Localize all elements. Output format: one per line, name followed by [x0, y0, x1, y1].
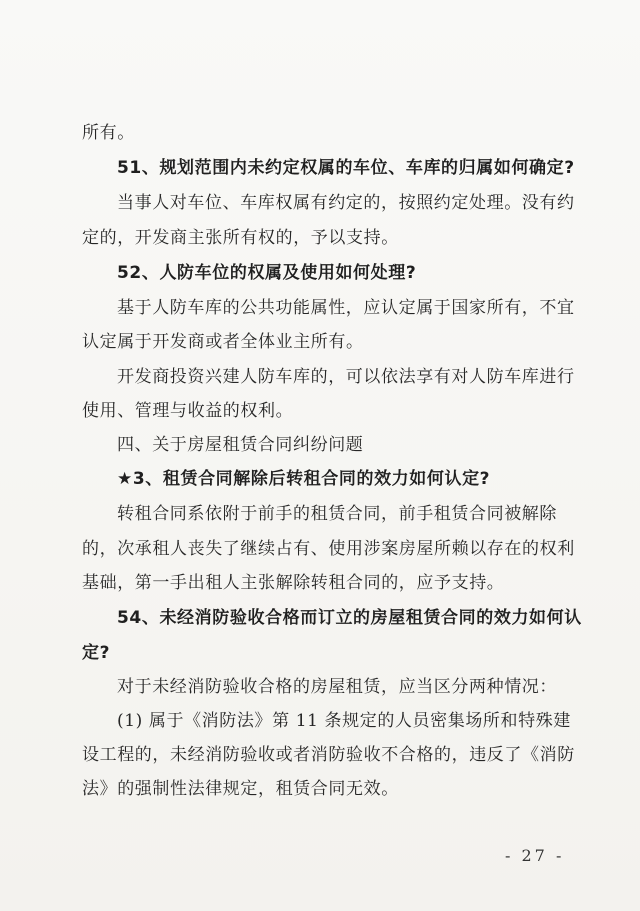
question-heading-53: ★3、租赁合同解除后转租合同的效力如何认定?	[117, 469, 491, 489]
body-text-line: 使用、管理与收益的权利。	[82, 401, 294, 421]
body-text-line: 所有。	[82, 123, 135, 143]
body-text-line: 法》的强制性法律规定，租赁合同无效。	[82, 779, 399, 799]
body-text-line: 的，次承租人丧失了继续占有、使用涉案房屋所赖以存在的权利	[82, 539, 575, 559]
body-text-line: 当事人对车位、车库权属有约定的，按照约定处理。没有约	[117, 193, 575, 213]
body-text-line: 基于人防车库的公共功能属性，应认定属于国家所有，不宜	[117, 298, 575, 318]
section-heading-four: 四、关于房屋租赁合同纠纷问题	[117, 435, 364, 455]
question-heading-51: 51、规划范围内未约定权属的车位、车库的归属如何确定?	[117, 158, 575, 178]
question-heading-54-cont: 定?	[82, 643, 111, 663]
body-text-line: 对于未经消防验收合格的房屋租赁，应当区分两种情况：	[117, 677, 557, 697]
question-heading-52: 52、人防车位的权属及使用如何处理?	[117, 263, 417, 283]
question-heading-54: 54、未经消防验收合格而订立的房屋租赁合同的效力如何认	[117, 608, 582, 628]
body-text-line: 认定属于开发商或者全体业主所有。	[82, 332, 364, 352]
body-text-line: 定的，开发商主张所有权的，予以支持。	[82, 228, 399, 248]
body-text-line: 开发商投资兴建人防车库的，可以依法享有对人防车库进行	[117, 367, 575, 387]
body-text-line: (1) 属于《消防法》第 11 条规定的人员密集场所和特殊建	[117, 711, 571, 731]
body-text-line: 基础，第一手出租人主张解除转租合同的，应予支持。	[82, 573, 505, 593]
body-text-line: 设工程的，未经消防验收或者消防验收不合格的，违反了《消防	[82, 745, 575, 765]
body-text-line: 转租合同系依附于前手的租赁合同，前手租赁合同被解除	[117, 504, 557, 524]
page-number: - 27 -	[505, 846, 565, 865]
